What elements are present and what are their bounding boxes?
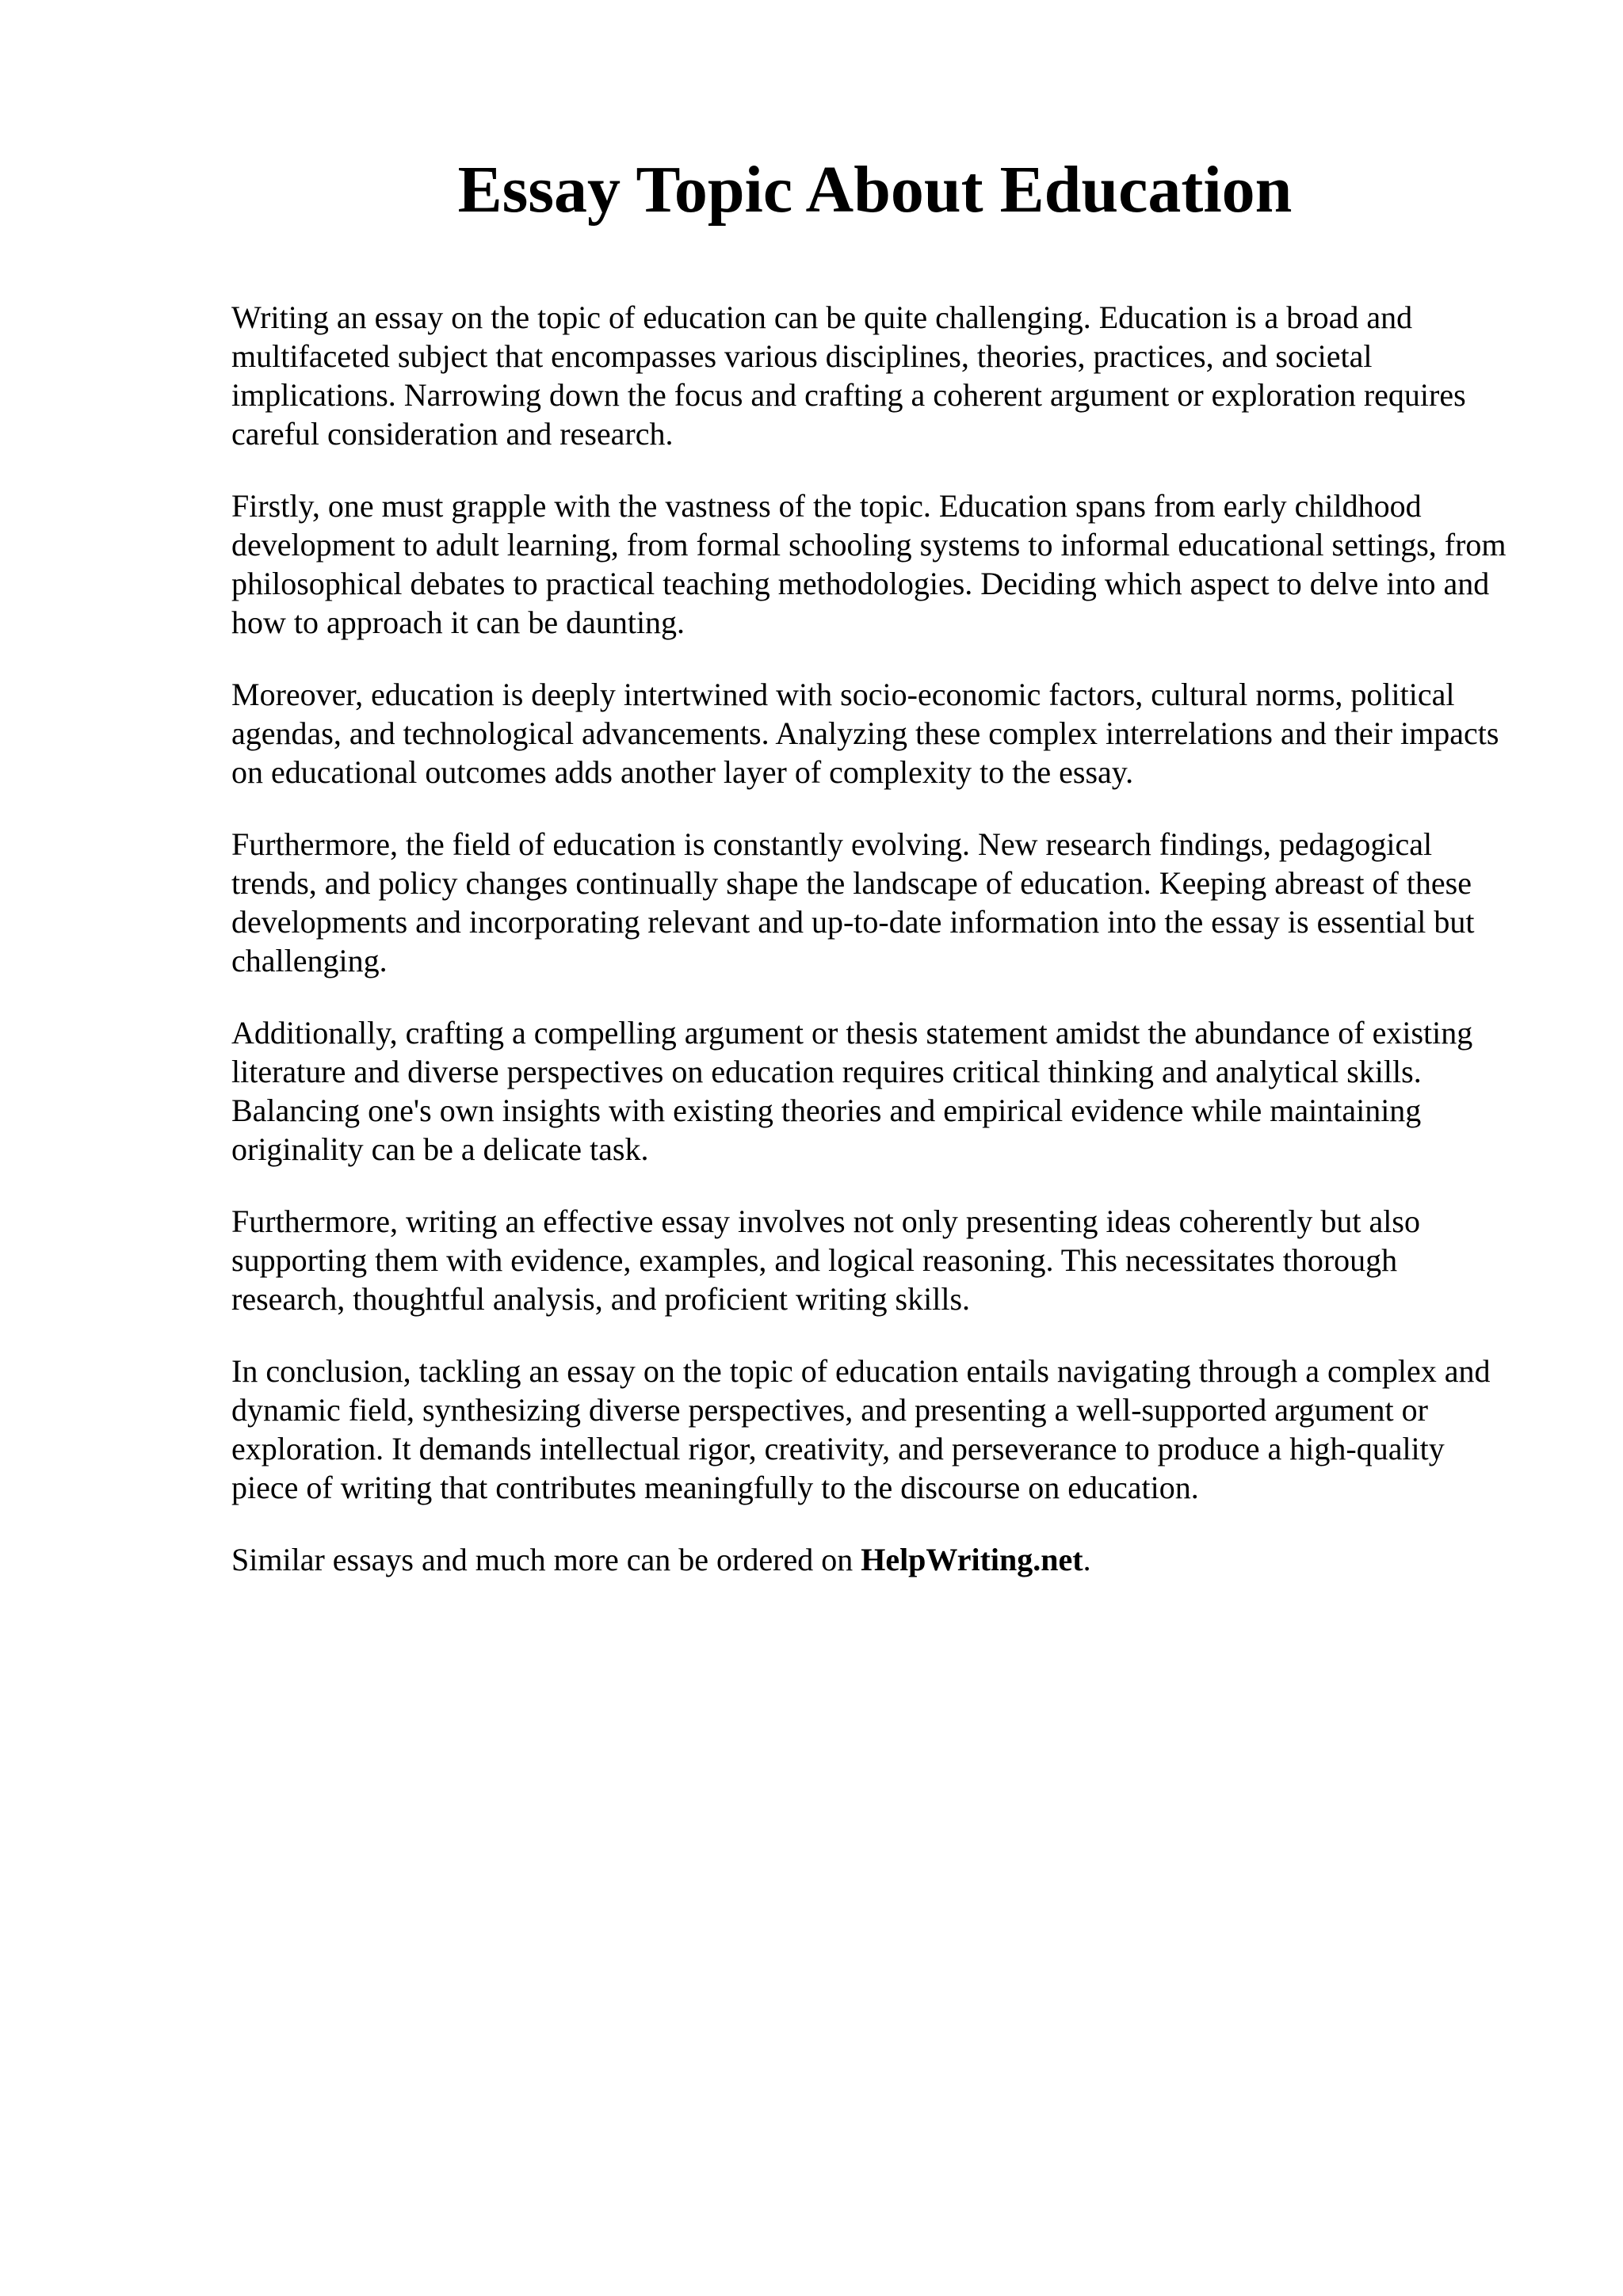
paragraph-1: Writing an essay on the topic of education can be quite challenging. Education is a broad and multifaceted subject that encompasses various disciplines, theories, practices, and societal implications. Narrowing down the focus and crafting a coherent argument or exploration requires careful consideration and research.	[231, 299, 1466, 452]
paragraph-4: Furthermore, the field of education is constantly evolving. New research findings, pedagogical trends, and policy changes continually shape the landscape of education. Keeping abreast of these developments and incorporating relevant and up-to-date information into the essay is essential but challenging.	[231, 826, 1475, 978]
brand-link[interactable]: HelpWriting.net	[861, 1542, 1083, 1577]
closing-line	[231, 1540, 1507, 1579]
paragraph-2: Firstly, one must grapple with the vastness of the topic. Education spans from early childhood development to adult learning, from formal schooling systems to informal educational settings, from philosophical debates to practical teaching methodologies. Deciding which aspect to delve into and how to approach it can be daunting.	[231, 488, 1507, 640]
document-body	[231, 298, 1507, 1612]
closing-text: Similar essays and much more can be ordered on	[231, 1542, 861, 1577]
closing-period: .	[1083, 1542, 1091, 1577]
document-title: Essay Topic About Education	[457, 153, 1293, 227]
paragraph-6: Furthermore, writing an effective essay involves not only presenting ideas coherently but also supporting them with evidence, examples, and logical reasoning. This necessitates thorough research, thoughtful analysis, and proficient writing skills.	[231, 1203, 1420, 1317]
paragraph-3: Moreover, education is deeply intertwined with socio-economic factors, cultural norms, political agendas, and technological advancements. Analyzing these complex interrelations and their impacts on educational outcomes adds another layer of complexity to the essay.	[231, 677, 1499, 790]
paragraph-7: In conclusion, tackling an essay on the topic of education entails navigating through a complex and dynamic field, synthesizing diverse perspectives, and presenting a well-supported argument or exploration. It demands intellectual rigor, creativity, and perseverance to produce a high-quality piece of writing that contributes meaningfully to the discourse on education.	[231, 1353, 1491, 1505]
paragraph-5: Additionally, crafting a compelling argument or thesis statement amidst the abundance of existing literature and diverse perspectives on education requires critical thinking and analytical skills. Balancing one's own insights with existing theories and empirical evidence while maintaining originality can be a delicate task.	[231, 1015, 1473, 1167]
